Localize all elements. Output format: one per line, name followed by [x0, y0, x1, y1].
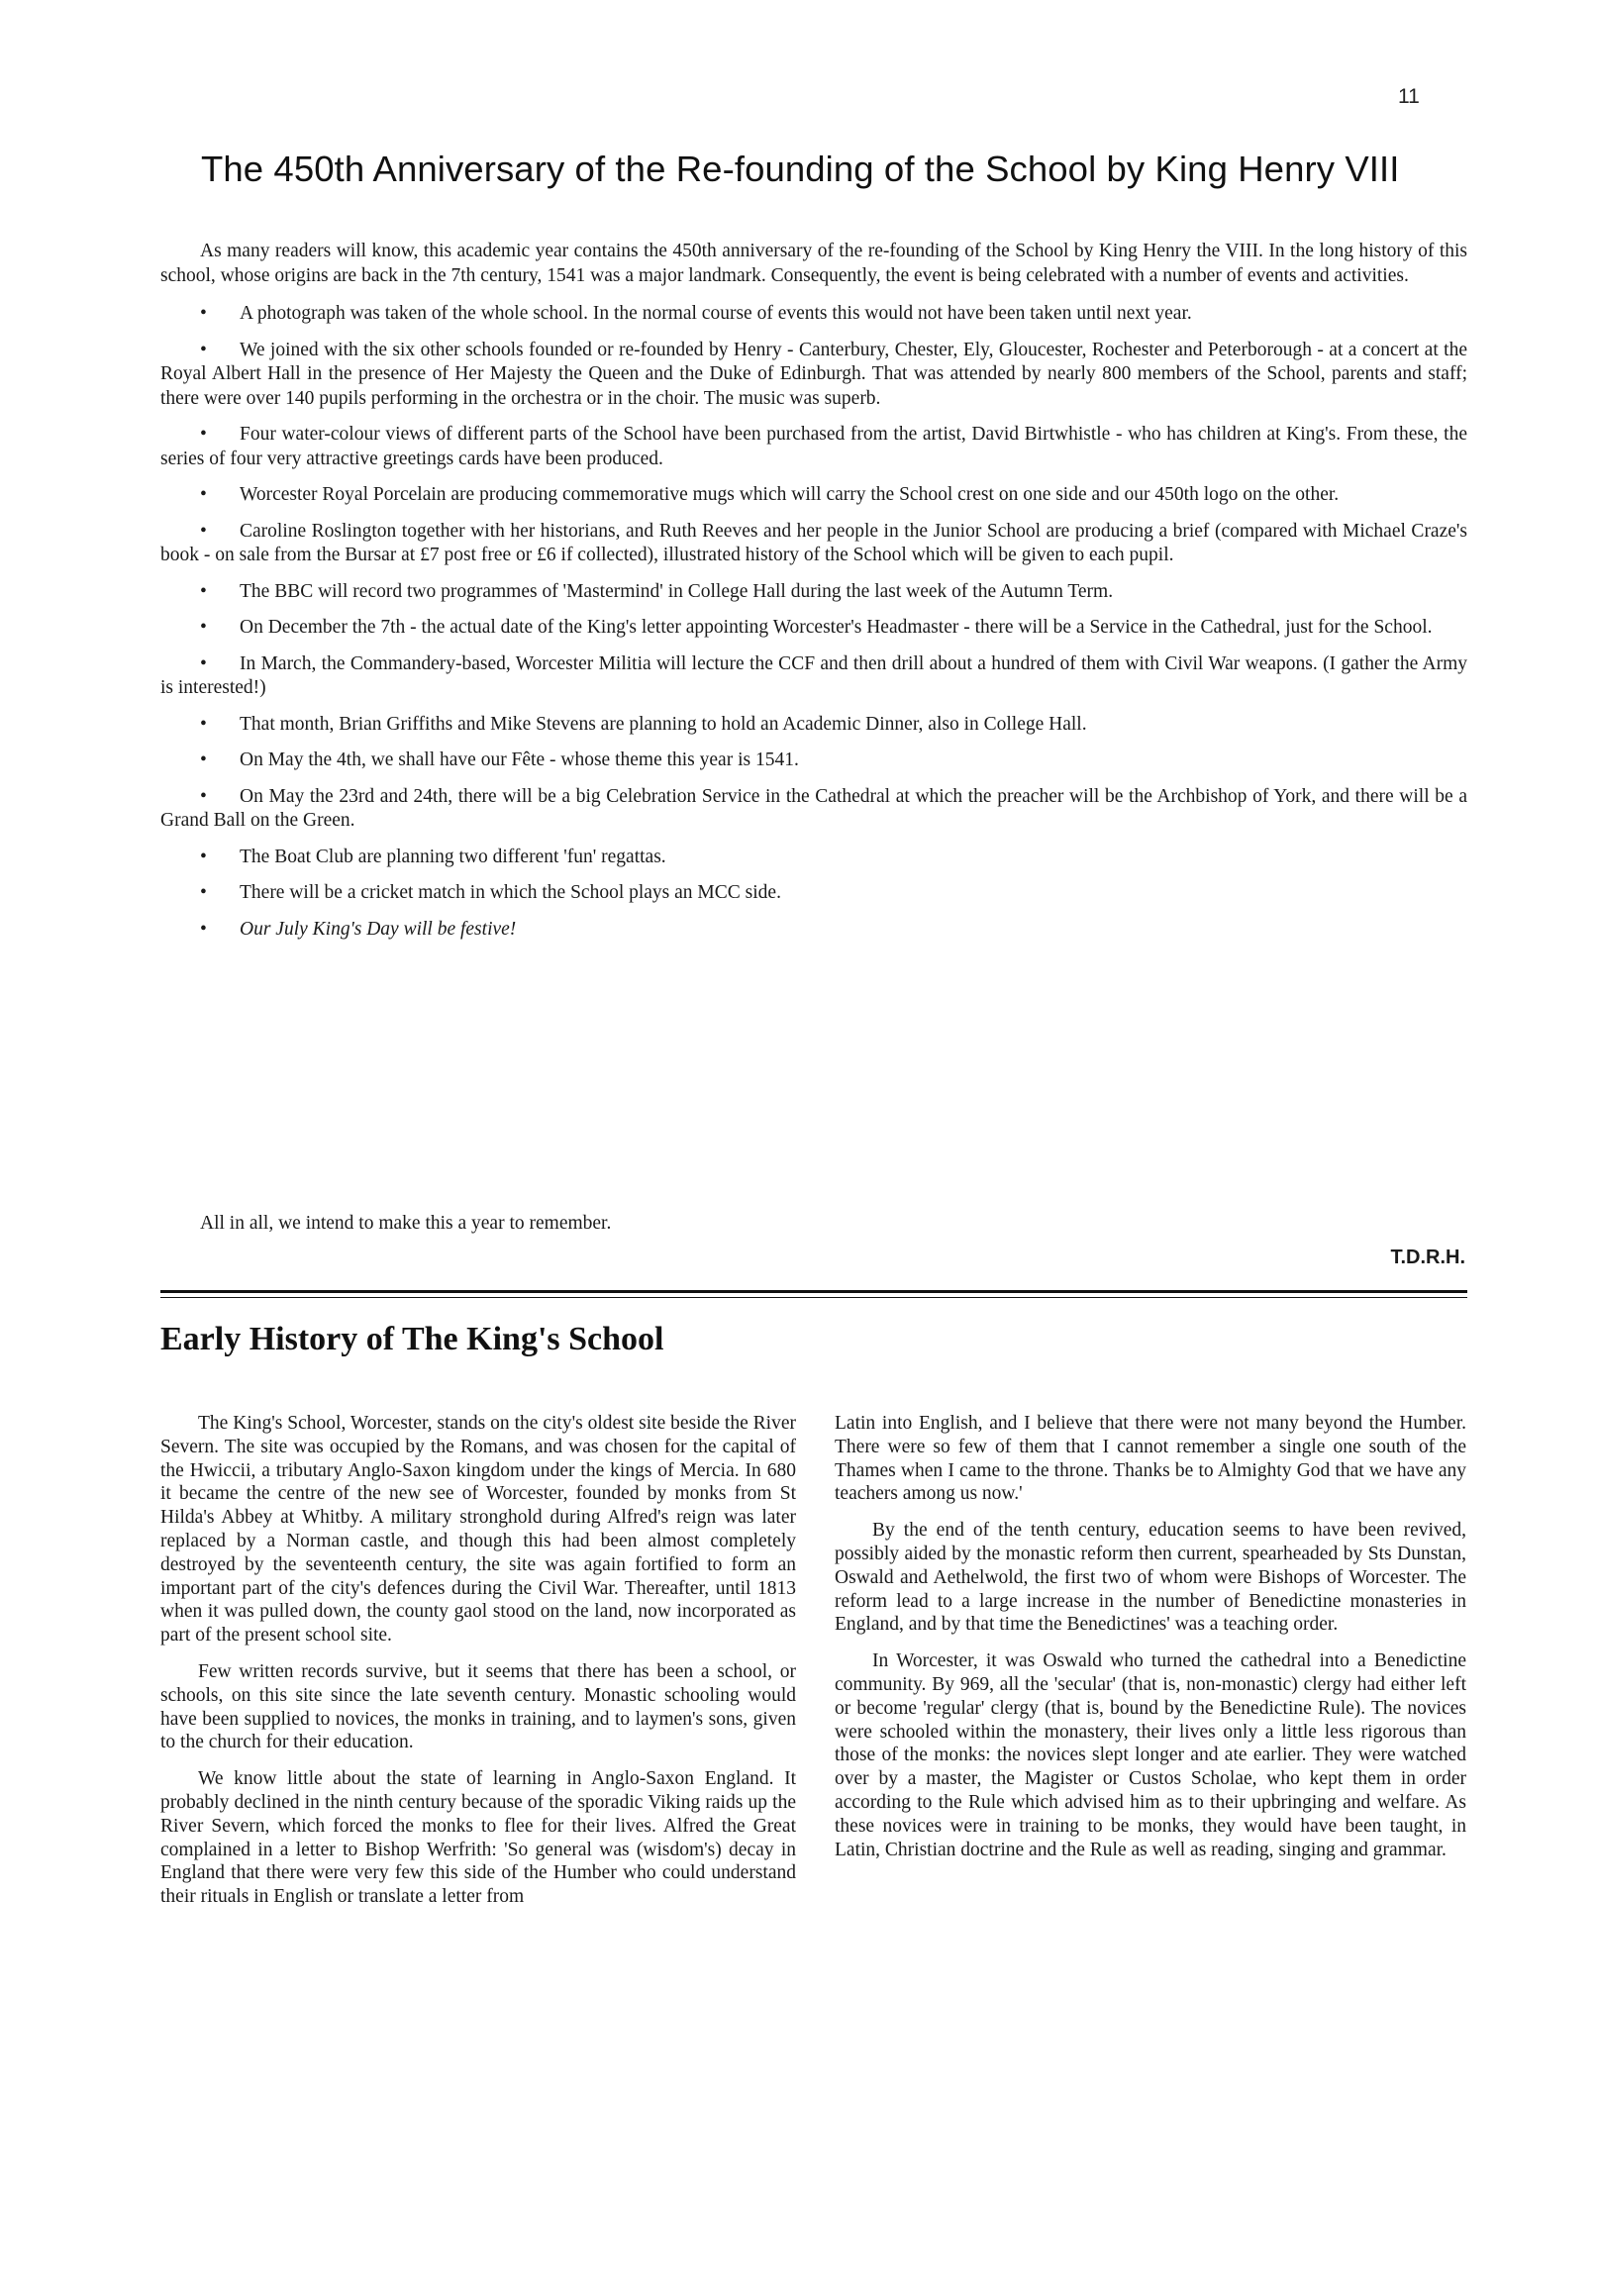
bullet-item: • On December the 7th - the actual date of the King's letter appointing Worcester's Headmaster - there will be a Service in the Cathedral, just for the School.	[160, 616, 1467, 641]
bullet-icon: •	[200, 713, 207, 735]
bullet-item: • Caroline Roslington together with her historians, and Ruth Reeves and her people in the Junior School are producing a brief (compared with Michael Craze's book - on sale from the Bursar at £7 post free or £6 if collected), illustrated history of the School which will be given to each pupil.	[160, 520, 1467, 565]
bullet-icon: •	[200, 484, 207, 505]
section-divider	[160, 1290, 1467, 1293]
bullet-item: • On May the 23rd and 24th, there will be a big Celebration Service in the Cathedral at which the preacher will be the Archbishop of York, and there will be a Grand Ball on the Green.	[160, 785, 1467, 831]
bullet-icon: •	[200, 846, 207, 867]
bullet-icon: •	[200, 785, 207, 807]
bullet-item: • We joined with the six other schools founded or re-founded by Henry - Canterbury, Chester, Ely, Gloucester, Rochester and Peterborough - at a concert at the Royal Albert Hall in the presence of Her Majesty the Queen and the Duke of Edinburgh. That was attended by nearly 800 members of the School, parents and staff; there were over 140 pupils performing in the orchestra or in the choir. The music was superb.	[160, 339, 1467, 409]
bullet-icon: •	[200, 339, 207, 360]
bullet-icon: •	[200, 580, 207, 602]
bullet-icon: •	[200, 617, 207, 638]
paragraph: By the end of the tenth century, education seems to have been revived, possibly aided by the monastic reform then current, spearheaded by Sts Dunstan, Oswald and Aethelwold, the first two of whom were Bishops of Worcester. The reform lead to a large increase in the number of Benedictine monasteries in England, and by that time the Benedictines' was a teaching order.	[835, 1520, 1466, 1636]
bullet-icon: •	[200, 882, 207, 903]
paragraph: Few written records survive, but it seems that there has been a school, or schools, on this site since the late seventh century. Monastic schooling would have been supplied to novices, the monks in training, and to laymen's sons, given to the church for their education.	[160, 1660, 796, 1753]
bullet-item: • In March, the Commandery-based, Worcester Militia will lecture the CCF and then drill about a hundred of them with Civil War weapons. (I gather the Army is interested!)	[160, 652, 1467, 698]
article-intro: As many readers will know, this academic year contains the 450th anniversary of the re-founding of the School by King Henry the VIII. In the long history of this school, whose origins are back in the 7th century, 1541 was a major landmark. Consequently, the event is being celebrated with a number of events and activities.	[160, 241, 1467, 286]
bullet-icon: •	[200, 918, 207, 940]
bullet-item: • The Boat Club are planning two different 'fun' regattas.	[160, 846, 1467, 870]
bullet-icon: •	[200, 424, 207, 445]
bullet-item: • Our July King's Day will be festive!	[160, 918, 1467, 943]
bullet-item: • The BBC will record two programmes of 'Mastermind' in College Hall during the last week of the Autumn Term.	[160, 580, 1467, 605]
paragraph-continuation: Latin into English, and I believe that there were not many beyond the Humber. There were so few of them that I cannot remember a single one south of the Thames when I came to the throne. Thanks be to Almighty God that we have any teachers among us now.'	[835, 1413, 1466, 1505]
bullet-item: • There will be a cricket match in which the School plays an MCC side.	[160, 881, 1467, 906]
bullet-item: • A photograph was taken of the whole school. In the normal course of events this would not have been taken until next year.	[160, 302, 1467, 327]
paragraph: We know little about the state of learning in Anglo-Saxon England. It probably declined in the ninth century because of the sporadic Viking raids up the River Severn, which forced the monks to flee for their lives. Alfred the Great complained in a letter to Bishop Werfrith: 'So general was (wisdom's) decay in England that there were very few this side of the Humber who could understand their rituals in English or translate a letter from	[160, 1768, 796, 1908]
page-number: 11	[1398, 85, 1420, 108]
column-left	[160, 1412, 796, 1922]
bullet-item: • That month, Brian Griffiths and Mike Stevens are planning to hold an Academic Dinner, also in College Hall.	[160, 713, 1467, 738]
article-title-early-history: Early History of The King's School	[160, 1321, 664, 1357]
bullet-icon: •	[200, 652, 207, 674]
paragraph: The King's School, Worcester, stands on the city's oldest site beside the River Severn. The site was occupied by the Romans, and was chosen for the capital of the Hwiccii, a tributary Anglo-Saxon kingdom under the kings of Mercia. In 680 it became the centre of the new see of Worcester, founded by monks from St Hilda's Abbey at Whitby. A military stronghold during Alfred's reign was later replaced by a Norman castle, and though this had been almost completely destroyed by the seventeenth century, the site was again fortified to form an important part of the city's defences during the Civil War. Thereafter, until 1813 when it was pulled down, the county gaol stood on the land, now incorporated as part of the present school site.	[160, 1413, 796, 1647]
paragraph: In Worcester, it was Oswald who turned the cathedral into a Benedictine community. By 969, all the 'secular' (that is, non-monastic) clergy had either left or become 'regular' clergy (that is, bound by the Benedictine Rule). The novices were schooled within the monastery, their lives only a little less rigorous than those of the monks: the novices slept longer and ate earlier. They were watched over by a master, the Magister or Custos Scholae, who kept them in order according to the Rule which advised him as to their upbringing and welfare. As these novices were in training to be monks, they would have been taught, in Latin, Christian doctrine and the Rule as well as reading, singing and grammar.	[835, 1650, 1466, 1860]
bullet-item: • Four water-colour views of different parts of the School have been purchased from the artist, David Birtwhistle - who has children at King's. From these, the series of four very attractive greetings cards have been produced.	[160, 424, 1467, 469]
bullet-icon: •	[200, 749, 207, 770]
bullet-icon: •	[200, 520, 207, 542]
author-signature: T.D.R.H.	[1390, 1247, 1465, 1268]
column-right	[835, 1412, 1466, 1874]
article-title-anniversary: The 450th Anniversary of the Re-founding of the School by King Henry VIII	[201, 149, 1400, 189]
article-closing: All in all, we intend to make this a year to remember.	[200, 1213, 612, 1234]
bullet-icon: •	[200, 303, 207, 324]
bullet-item: • On May the 4th, we shall have our Fête - whose theme this year is 1541.	[160, 749, 1467, 773]
article-anniversary-body	[160, 240, 1467, 953]
bullet-item: • Worcester Royal Porcelain are producing commemorative mugs which will carry the School crest on one side and our 450th logo on the other.	[160, 483, 1467, 508]
section-divider-thin	[160, 1297, 1467, 1298]
